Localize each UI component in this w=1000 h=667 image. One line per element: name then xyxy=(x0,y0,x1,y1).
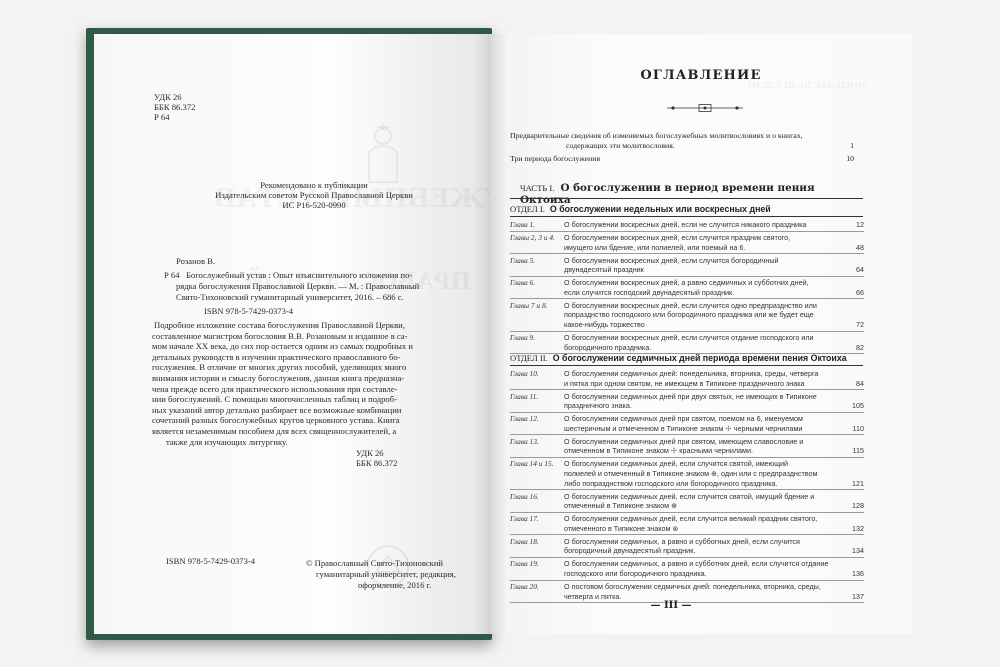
toc-entry xyxy=(510,537,864,556)
toc-page-number: 105 xyxy=(852,401,864,411)
recommend-line-1: Рекомендовано к публикации xyxy=(260,180,368,190)
toc-chapter-label: Глава 6. xyxy=(510,278,536,288)
toc-entry-text xyxy=(564,492,840,511)
toc-entry xyxy=(510,369,864,388)
toc-entry-line: О богослужении воскресных дней, если не случится никакого праздника xyxy=(564,220,807,229)
otdel-2-title: О богослужении седмичных дней периода времени пения Октоиха xyxy=(552,353,847,363)
otdel-2-heading xyxy=(510,353,856,363)
toc-entry-text xyxy=(564,369,840,388)
udk-bottom: УДК 26 xyxy=(356,448,384,458)
toc-entry-line: богородичный двунадесятый праздник. xyxy=(564,546,696,556)
toc-page-number: 84 xyxy=(856,378,864,388)
toc-entry-line: О богослужении седмичных дней при святом, поемом на 6, именуемом xyxy=(564,414,803,424)
toc-page-number: 128 xyxy=(852,501,864,511)
bbk-top: ББК 86.372 xyxy=(154,102,196,112)
otdel-1-title: О богослужении недельных или воскресных дней xyxy=(549,204,771,214)
toc-entry-text xyxy=(564,220,840,230)
toc-page-number: 136 xyxy=(852,568,864,578)
toc-entry xyxy=(510,437,864,456)
toc-entry-text xyxy=(564,514,840,533)
toc-chapter-label: Глава 10. xyxy=(510,369,539,378)
intro-row-1-page: 1 xyxy=(850,141,854,150)
right-page xyxy=(490,34,912,634)
toc-entry-separator xyxy=(510,276,864,277)
annotation-line: внимания истории и смыслу богослужения, данная книга предназна- xyxy=(152,373,405,383)
toc-entry-line: богородичного праздника. xyxy=(564,342,652,352)
toc-chapter-label: Глава 13. xyxy=(510,436,539,446)
annotation-line: сочетаний разных богослужебных кругов церковного устава. Книга xyxy=(152,415,400,426)
toc-entry-text xyxy=(564,233,840,252)
toc-entry-line: О богослужении седмичных дней, если случится святой, имущий бдение и xyxy=(564,491,815,501)
part-1-heading xyxy=(520,182,856,206)
toc-entry-line: господского или богородичного праздника. xyxy=(564,568,707,578)
toc-entry-separator xyxy=(510,457,864,458)
toc-entry-text xyxy=(564,459,840,488)
toc-entry-text xyxy=(564,392,840,411)
annotation-line: детальных руководств в изучении практического православного бо- xyxy=(152,351,401,362)
biblio-line-2: рядка богослужения Православной Церкви. — М. : Православный xyxy=(176,281,420,291)
toc-entry-separator xyxy=(510,231,864,232)
toc-page-number: 121 xyxy=(852,478,864,488)
copyright-line-3: оформление, 2016 г. xyxy=(358,580,432,590)
toc-entry-line: если случится господский двунадесятый праздник. xyxy=(564,287,735,297)
biblio-line-3: Свято-Тихоновский гуманитарный университет, 2016. – 686 с. xyxy=(176,292,404,302)
toc-entry-line: О богослужении седмичных дней, если случится святой, имеющий xyxy=(564,459,789,469)
toc-chapter-label: Глава 14 и 15. xyxy=(510,459,554,469)
recommend-line-3: ИС Р16-520-0990 xyxy=(282,200,346,210)
toc-chapter-label: Глава 16. xyxy=(510,491,539,501)
r-code-top: Р 64 xyxy=(154,112,170,122)
annotation-line: нии богослужений. С помощью многочисленных таблиц и подроб- xyxy=(152,394,397,405)
toc-entry-line: О богослужении воскресных дней, если случится одно предпразднство или xyxy=(564,300,817,310)
intro-row-1-line-1: Предварительные сведения об изменяемых богослужебных молитвословиях и о книгах, xyxy=(510,131,803,140)
toc-entry xyxy=(510,414,864,433)
toc-entry-line: отмеченного в Типиконе знаком ⊛ xyxy=(564,523,679,533)
toc-entry-text xyxy=(564,559,840,578)
toc-page-number: 132 xyxy=(852,523,864,533)
part-1-title: О богослужении в период времени пения Октоиха xyxy=(520,182,815,206)
biblio-code: Р 64 xyxy=(164,270,180,280)
toc-entry-line: О богослужении воскресных дней, если случится отдание господского или xyxy=(564,333,814,342)
toc-entry xyxy=(510,333,864,352)
toc-entry-line: имущего или бдение, или полиелей, или поемый на 6. xyxy=(564,242,746,252)
toc-page-number: 82 xyxy=(856,342,864,352)
toc-chapter-label: Глава 20. xyxy=(510,582,539,591)
toc-entry-line: О богослужении воскресных дней, если случится богородичный xyxy=(564,255,779,265)
toc-entry xyxy=(510,582,864,601)
ornament-divider-icon xyxy=(665,103,745,113)
toc-entry-line: О богослужении седмичных дней: понедельника, вторника, среды, четверга xyxy=(564,369,819,378)
part-1-label: ЧАСТЬ I. xyxy=(520,183,555,193)
toc-entry-text xyxy=(564,414,840,433)
toc-chapter-label: Главы 2, 3 и 4. xyxy=(510,233,555,242)
toc-entry-line: О богослужении воскресных дней, а равно седмичных и субботних дней, xyxy=(564,278,809,288)
toc-page-number: 72 xyxy=(856,319,864,329)
isbn-mid: ISBN 978-5-7429-0373-4 xyxy=(204,306,294,316)
intro-row-1-line-2: содержащих эти молитвословия. xyxy=(566,141,675,150)
toc-entry-separator xyxy=(510,298,864,299)
toc-entry-line: шестеричным и отмеченном в Типиконе знаком ☩ черными чернилами xyxy=(564,423,803,433)
toc-entry-separator xyxy=(510,557,864,558)
copyright-line-2: гуманитарный университет, редакция, xyxy=(316,569,456,579)
toc-entry xyxy=(510,459,864,488)
toc-entry-separator xyxy=(510,580,864,581)
annotation-line: является незаменимым пособием для всех священнослужителей, а xyxy=(152,426,397,436)
toc-entry-line: четверга и пятка. xyxy=(564,591,622,601)
toc-page-number: 134 xyxy=(852,546,864,556)
intro-row-2-line-1: Три периода богослужения xyxy=(510,154,601,163)
toc-page-number: 66 xyxy=(856,287,864,297)
toc-entry-text xyxy=(564,437,840,456)
otdel-1-label: ОТДЕЛ I. xyxy=(510,204,545,214)
toc-entry-line: О богослужении седмичных дней, если случится великий праздник святого, xyxy=(564,514,818,524)
annotation-line: гослужения. В отличие от многих других пособий, уделяющих много xyxy=(152,362,407,373)
toc-entry-separator xyxy=(510,534,864,535)
toc-page-number: 64 xyxy=(856,265,864,275)
annotation-line: чена прежде всего для практического использования при составле- xyxy=(152,383,398,394)
toc-entry xyxy=(510,492,864,511)
toc-entry-line: и пятка при одном святом, не имеющем в Типиконе праздничного знака xyxy=(564,378,805,388)
toc-entry-separator xyxy=(510,412,864,413)
toc-page-number: 137 xyxy=(852,591,864,601)
toc-page-number: 110 xyxy=(852,423,864,433)
toc-entry-line: О богослужении седмичных, а равно и субботних дней, если случится отдание xyxy=(564,559,829,569)
toc-chapter-label: Глава 12. xyxy=(510,414,539,424)
toc-entry-line: О богослужении воскресных дней, если случится праздник святого, xyxy=(564,233,791,242)
otdel-2-label: ОТДЕЛ II. xyxy=(510,353,548,363)
intro-row-2-page: 10 xyxy=(846,154,854,163)
part-1-rule xyxy=(510,198,863,199)
annotation-line: ных указаний автор детально разбирает все возможные комбинации xyxy=(152,404,402,415)
toc-entry-text xyxy=(564,256,840,275)
toc-entry-text xyxy=(564,537,840,556)
annotation-line: также для изучающих литургику. xyxy=(166,436,288,447)
toc-entry-separator xyxy=(510,489,864,490)
copyright-line-1: © Православный Свято-Тихоновский xyxy=(306,558,444,568)
otdel-2-rule xyxy=(510,365,863,366)
toc-entry-text xyxy=(564,301,840,330)
toc-entry-line: праздничного знака. xyxy=(564,401,632,411)
page-folio: — III — xyxy=(650,600,692,611)
toc-entry-line: О богослужении седмичных дней при двух святых, не имеющих в Типиконе xyxy=(564,391,817,401)
author-name: Розанов В. xyxy=(176,256,216,266)
toc-entry xyxy=(510,514,864,533)
toc-entry-text xyxy=(564,333,840,352)
toc-entry xyxy=(510,220,864,230)
toc-entry-text xyxy=(564,582,840,601)
toc-entry-line: О богослужении седмичных дней при святом, имеющем славословие и xyxy=(564,436,804,446)
toc-chapter-label: Глава 19. xyxy=(510,559,539,569)
toc-entry-line: отмеченном в Типиконе знаком ☩ красными чернилами. xyxy=(564,446,753,456)
toc-page-number: 48 xyxy=(856,242,864,252)
annotation-line: мом начале XX века, до сих пор остается одним из самых подробных и xyxy=(152,341,413,352)
left-page xyxy=(94,34,490,634)
toc-entry-line: отмеченный в Типиконе знаком ⊕ xyxy=(564,501,678,511)
otdel-1-heading xyxy=(510,204,856,214)
toc-chapter-label: Глава 1. xyxy=(510,220,536,229)
toc-chapter-label: Глава 17. xyxy=(510,514,539,524)
toc-entry xyxy=(510,278,864,297)
toc-chapter-label: Глава 18. xyxy=(510,536,539,546)
toc-chapter-label: Глава 5. xyxy=(510,255,536,265)
toc-chapter-label: Глава 9. xyxy=(510,333,536,342)
toc-title: ОГЛАВЛЕНИЕ xyxy=(640,68,762,83)
toc-entry-separator xyxy=(510,434,864,435)
toc-entry-line: полиелей и отмеченный в Типиконе знаком ⊕, один или с предпразднством xyxy=(564,468,818,478)
otdel-1-rule xyxy=(510,216,863,217)
toc-entry-separator xyxy=(510,512,864,513)
recommend-line-2: Издательским советом Русской Православной Церкви xyxy=(215,190,413,200)
toc-entry-line: какое-нибудь торжество xyxy=(564,319,645,329)
isbn-bottom: ISBN 978-5-7429-0373-4 xyxy=(166,556,256,566)
toc-page-number: 12 xyxy=(856,220,864,229)
toc-chapter-label: Глава 11. xyxy=(510,391,539,401)
annotation-line: составленное магистром богословия В.В. Розановым и изданное в са- xyxy=(152,330,408,341)
toc-entry-line: либо попразднством господского или богородичного праздника. xyxy=(564,478,778,488)
toc-chapter-label: Главы 7 и 8. xyxy=(510,300,548,310)
toc-entry xyxy=(510,559,864,578)
toc-entry-text xyxy=(564,278,840,297)
toc-entry-line: попразднство господского или богородичного праздника или же будет еще xyxy=(564,310,814,320)
toc-entry xyxy=(510,301,864,330)
toc-entry-separator xyxy=(510,331,864,332)
toc-entry xyxy=(510,233,864,252)
bbk-bottom: ББК 86.372 xyxy=(356,458,398,468)
toc-entry xyxy=(510,392,864,411)
intro-row-1 xyxy=(510,131,854,151)
toc-entry-separator xyxy=(510,253,864,254)
annotation-line: Подробное изложение состава богослужения Православной Церкви, xyxy=(154,320,405,330)
biblio-line-1: Богослужебный устав : Опыт изъяснительного изложения по- xyxy=(186,270,413,280)
toc-entry xyxy=(510,256,864,275)
intro-row-2 xyxy=(510,154,854,164)
toc-page-number: 115 xyxy=(852,446,864,456)
udk-top: УДК 26 xyxy=(154,92,182,102)
toc-entry-separator xyxy=(510,389,864,390)
toc-entry-line: О постовом богослужении седмичных дней: понедельника, вторника, среды, xyxy=(564,582,821,591)
toc-entry-line: двунадесятый праздник xyxy=(564,265,644,275)
toc-entry-line: О богослужении седмичных, а равно и суббогных дней, если случится xyxy=(564,536,800,546)
